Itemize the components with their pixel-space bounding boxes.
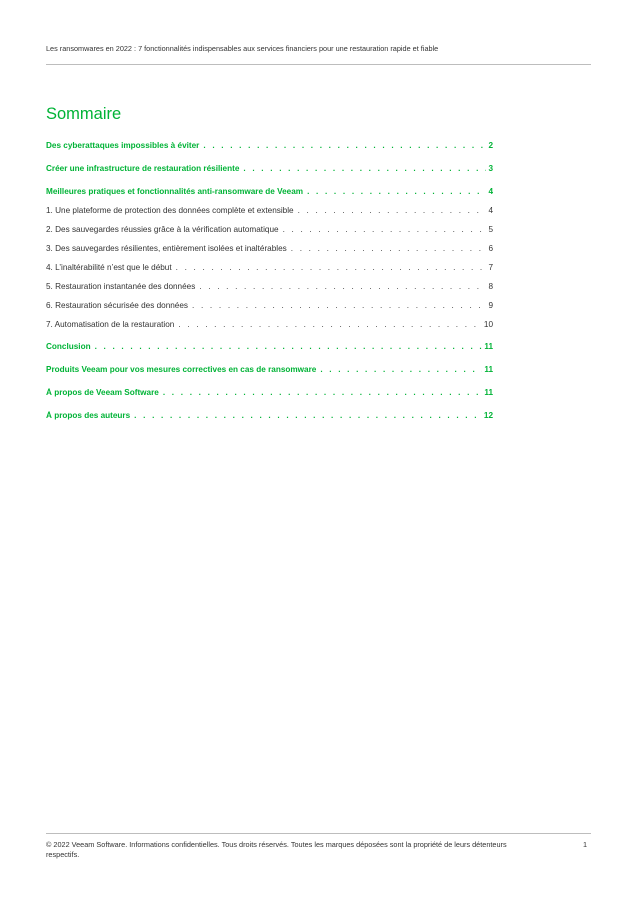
toc-entry-label: Des cyberattaques impossibles à éviter	[46, 141, 200, 150]
toc-page-number: 2	[488, 141, 493, 150]
toc-entry-a-propos-auteurs[interactable]	[46, 411, 493, 421]
toc-entry-label: 6. Restauration sécurisée des données	[46, 301, 189, 310]
footer-divider	[46, 833, 591, 834]
page-number: 1	[583, 840, 588, 849]
toc-entry-conclusion[interactable]	[46, 342, 493, 352]
toc-entry-label: 3. Des sauvegardes résilientes, entièrement isolées et inaltérables	[46, 244, 287, 253]
toc-dot-leader	[243, 164, 486, 174]
toc-dot-leader	[320, 365, 482, 375]
toc-page-number: 10	[483, 320, 493, 329]
toc-page-number: 4	[488, 206, 493, 215]
toc-page-number: 11	[484, 342, 493, 351]
toc-entry-label: Créer une infrastructure de restauration résiliente	[46, 164, 240, 173]
toc-entry-label: Conclusion	[46, 342, 91, 351]
toc-entry-label: 5. Restauration instantanée des données	[46, 282, 196, 291]
toc-dot-leader	[134, 411, 482, 421]
toc-entry-label: 2. Des sauvegardes réussies grâce à la vérification automatique	[46, 225, 279, 234]
toc-page-number: 11	[484, 365, 493, 374]
toc-page-number: 9	[488, 301, 493, 310]
toc-page-number: 7	[488, 263, 493, 272]
toc-entry-meilleures-pratiques[interactable]	[46, 187, 493, 197]
toc-dot-leader	[95, 342, 483, 352]
toc-entry-1-plateforme[interactable]	[46, 206, 493, 216]
toc-page-number: 8	[488, 282, 493, 291]
toc-dot-leader	[203, 141, 486, 151]
toc-entry-infrastructure[interactable]	[46, 164, 493, 174]
toc-entry-label: À propos de Veeam Software	[46, 388, 159, 397]
toc-entry-label: Produits Veeam pour vos mesures correctives en cas de ransomware	[46, 365, 317, 374]
toc-dot-leader	[199, 282, 486, 292]
toc-dot-leader	[176, 263, 487, 273]
toc-page-number: 6	[488, 244, 493, 253]
toc-entry-label: 7. Automatisation de la restauration	[46, 320, 175, 329]
toc-entry-4-inalterabilite[interactable]	[46, 263, 493, 273]
toc-entry-6-restauration-securisee[interactable]	[46, 301, 493, 311]
toc-entry-2-sauvegardes-reussies[interactable]	[46, 225, 493, 235]
toc-page-number: 12	[483, 411, 493, 420]
toc-page-number: 5	[488, 225, 493, 234]
toc-entry-5-restauration-instantanee[interactable]	[46, 282, 493, 292]
toc-dot-leader	[291, 244, 487, 254]
toc-entry-label: 1. Une plateforme de protection des données complète et extensible	[46, 206, 294, 215]
toc-page-number: 4	[488, 187, 493, 196]
header-divider	[46, 64, 591, 65]
toc-dot-leader	[283, 225, 487, 235]
table-of-contents	[46, 141, 493, 421]
running-header: Les ransomwares en 2022 : 7 fonctionnalités indispensables aux services financiers pour une restauration rapide et fiable	[46, 44, 439, 53]
toc-page-number: 11	[484, 388, 493, 397]
toc-entry-label: Meilleures pratiques et fonctionnalités anti-ransomware de Veeam	[46, 187, 304, 196]
toc-page-number: 3	[488, 164, 493, 173]
toc-dot-leader	[307, 187, 486, 197]
toc-title: Sommaire	[46, 105, 122, 123]
toc-entry-label: À propos des auteurs	[46, 411, 131, 420]
toc-dot-leader	[163, 388, 483, 398]
toc-entry-a-propos-veeam[interactable]	[46, 388, 493, 398]
toc-dot-leader	[298, 206, 487, 216]
toc-entry-label: 4. L’inaltérabilité n’est que le début	[46, 263, 172, 272]
toc-dot-leader	[192, 301, 486, 311]
footer-copyright: © 2022 Veeam Software. Informations confidentielles. Tous droits réservés. Toutes les marques déposées sont la propriété de leurs détenteurs respectifs.	[46, 840, 507, 859]
toc-entry-7-automatisation[interactable]	[46, 320, 493, 330]
toc-dot-leader	[178, 320, 482, 330]
toc-entry-3-sauvegardes-resilientes[interactable]	[46, 244, 493, 254]
toc-entry-cyberattaques[interactable]	[46, 141, 493, 151]
toc-entry-produits-veeam[interactable]	[46, 365, 493, 375]
